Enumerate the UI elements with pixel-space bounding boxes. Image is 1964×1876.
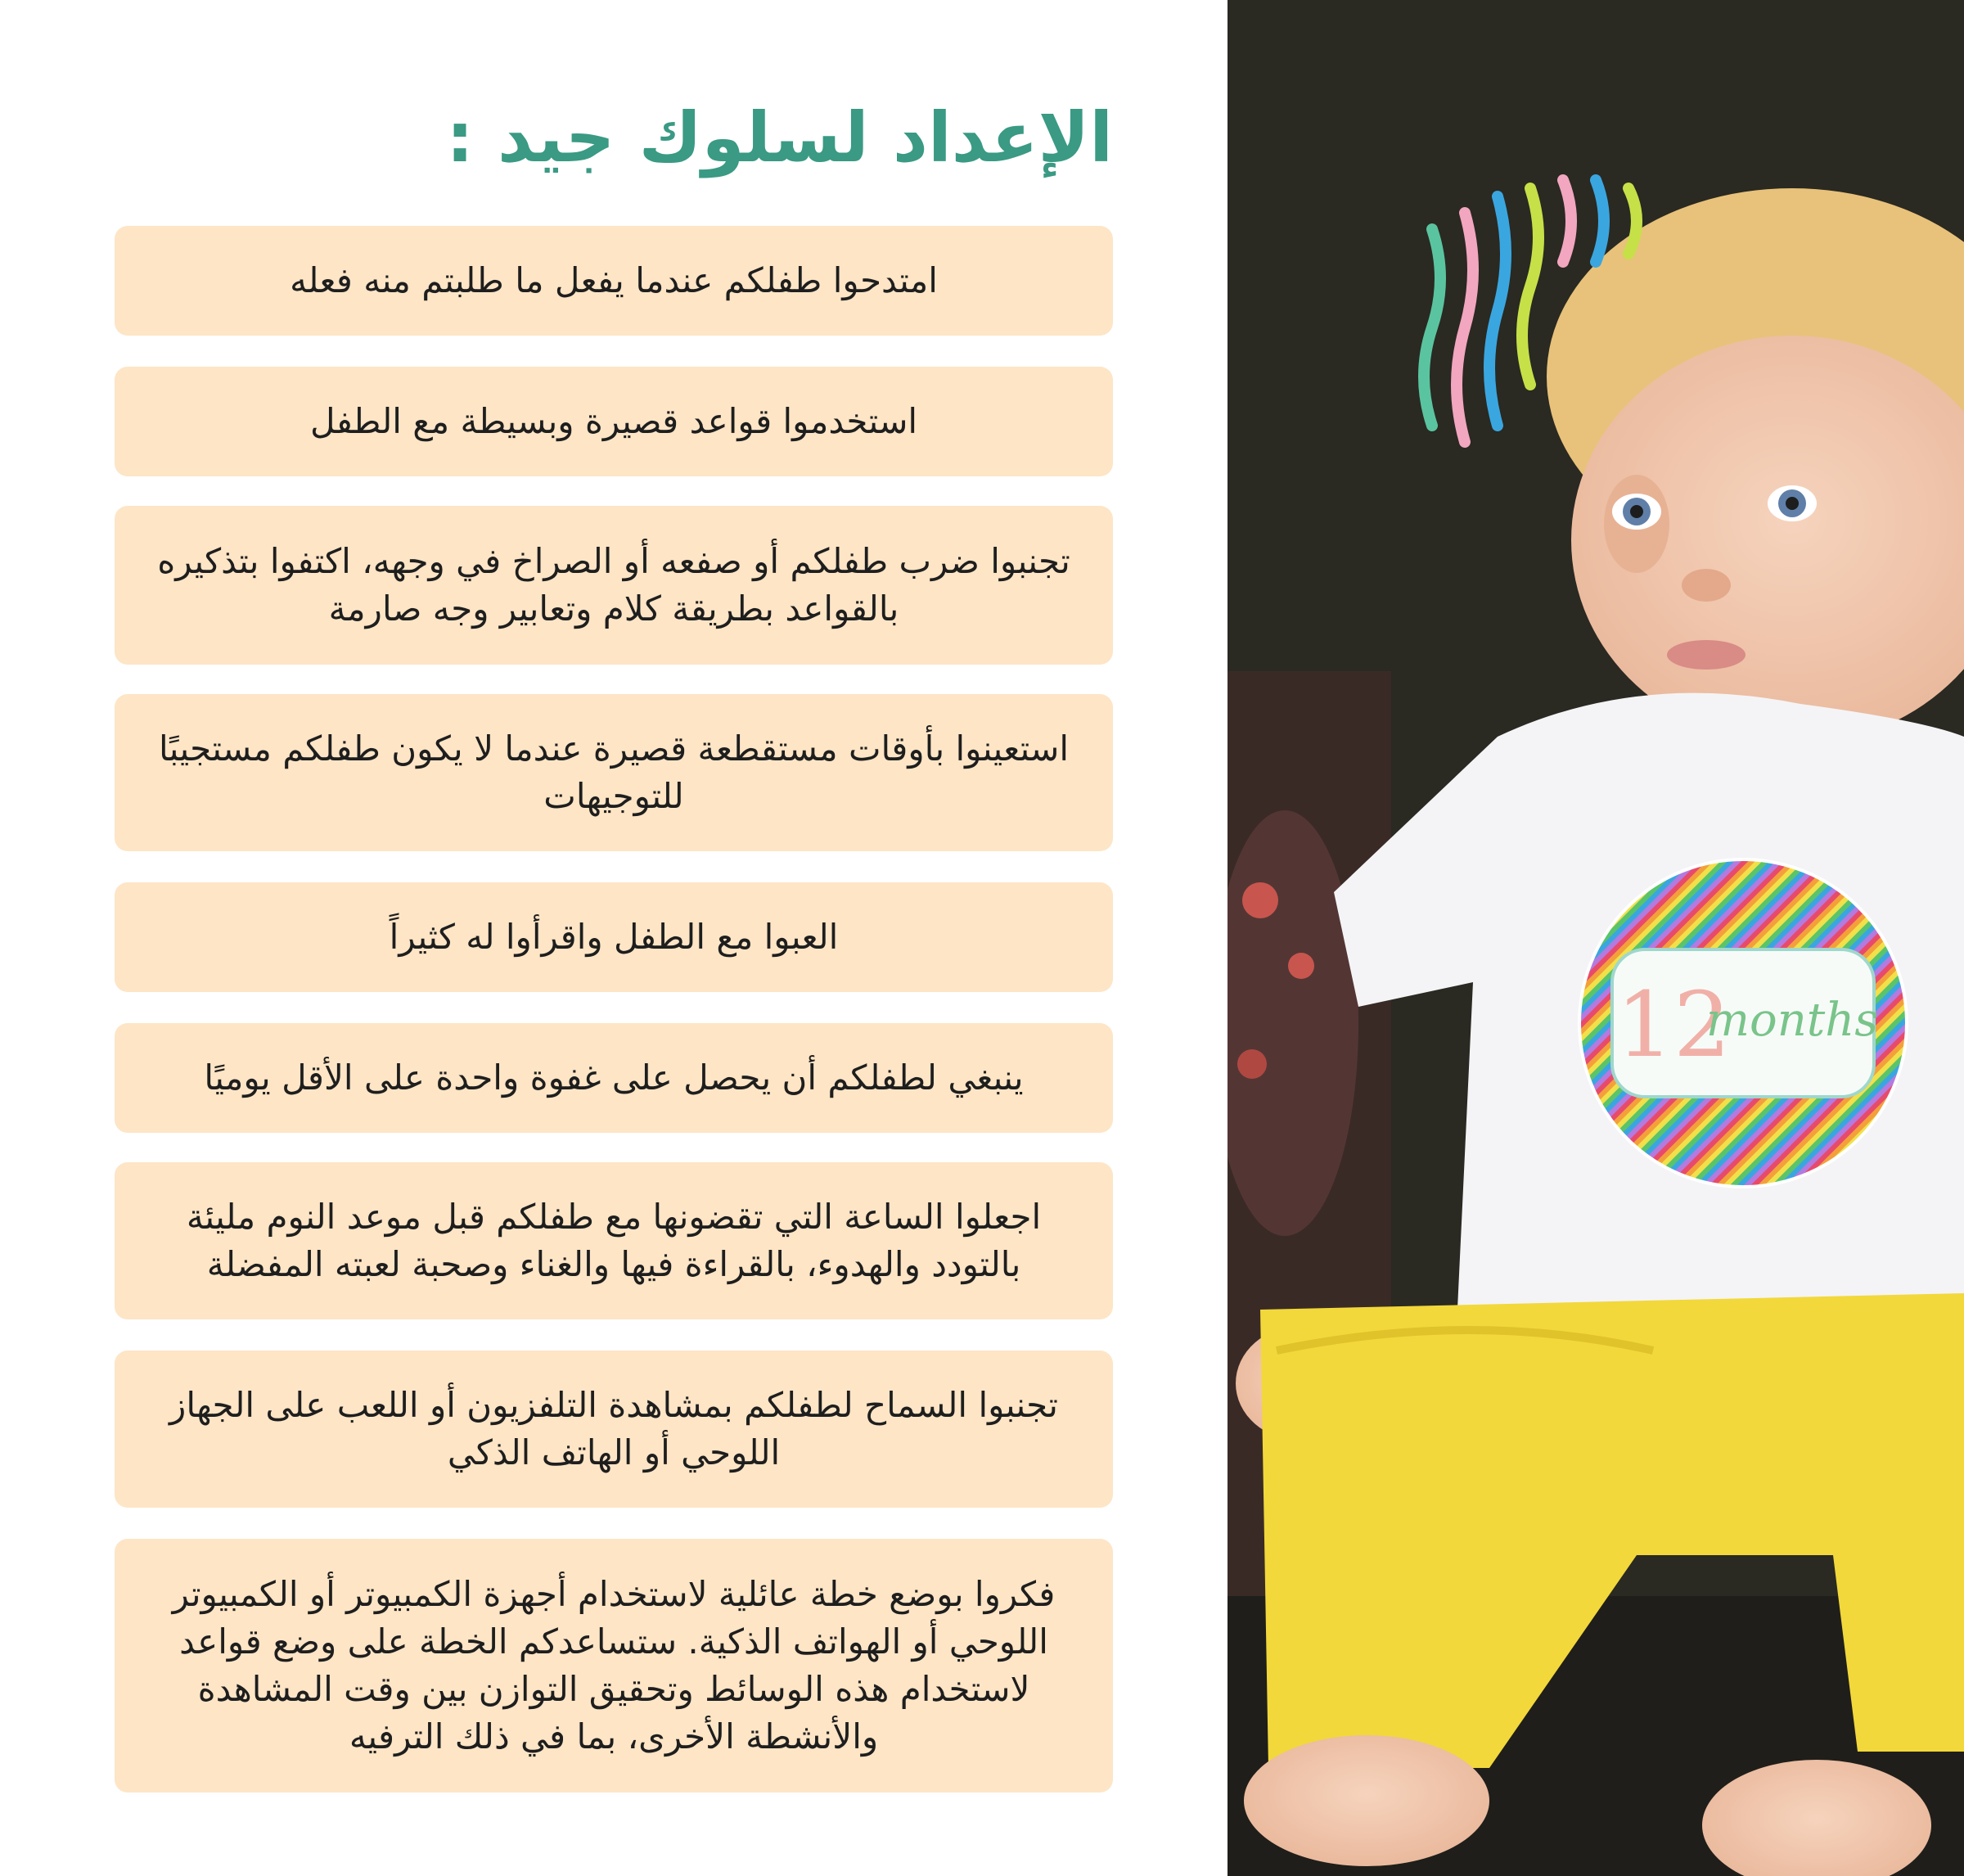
baby-illustration — [1228, 0, 1964, 1876]
tip-card: اجعلوا الساعة التي تقضونها مع طفلكم قبل موعد النوم مليئة بالتودد والهدوء، بالقراءة فيها والغناء وصحبة لعبته المفضلة — [115, 1162, 1113, 1319]
tip-card: استخدموا قواعد قصيرة وبسيطة مع الطفل — [115, 367, 1113, 476]
sticker-number: 12 — [1616, 972, 1731, 1077]
tip-card: العبوا مع الطفل واقرأوا له كثيراً — [115, 882, 1113, 992]
tip-card: فكروا بوضع خطة عائلية لاستخدام أجهزة الكمبيوتر أو الكمبيوتر اللوحي أو الهواتف الذكية. ستساعدكم الخطة على وضع قواعد لاستخدام هذه الوسائط وتحقيق التوازن بين وقت المشاهدة والأنشطة الأخرى، بما في ذلك الترفيه — [115, 1539, 1113, 1793]
sticker-word: months — [1705, 994, 1879, 1047]
page-title: الإعداد لسلوك جيد : — [446, 97, 1113, 178]
tip-card: تجنبوا ضرب طفلكم أو صفعه أو الصراخ في وجهه، اكتفوا بتذكيره بالقواعد بطريقة كلام وتعابير وجه صارمة — [115, 506, 1113, 665]
tip-card: تجنبوا السماح لطفلكم بمشاهدة التلفزيون أو اللعب على الجهاز اللوحي أو الهاتف الذكي — [115, 1351, 1113, 1508]
baby-photo — [1228, 0, 1964, 1876]
tip-card: امتدحوا طفلكم عندما يفعل ما طلبتم منه فعله — [115, 226, 1113, 336]
tip-card: ينبغي لطفلكم أن يحصل على غفوة واحدة على الأقل يوميًا — [115, 1023, 1113, 1133]
tip-card: استعينوا بأوقات مستقطعة قصيرة عندما لا يكون طفلكم مستجيبًا للتوجيهات — [115, 694, 1113, 851]
